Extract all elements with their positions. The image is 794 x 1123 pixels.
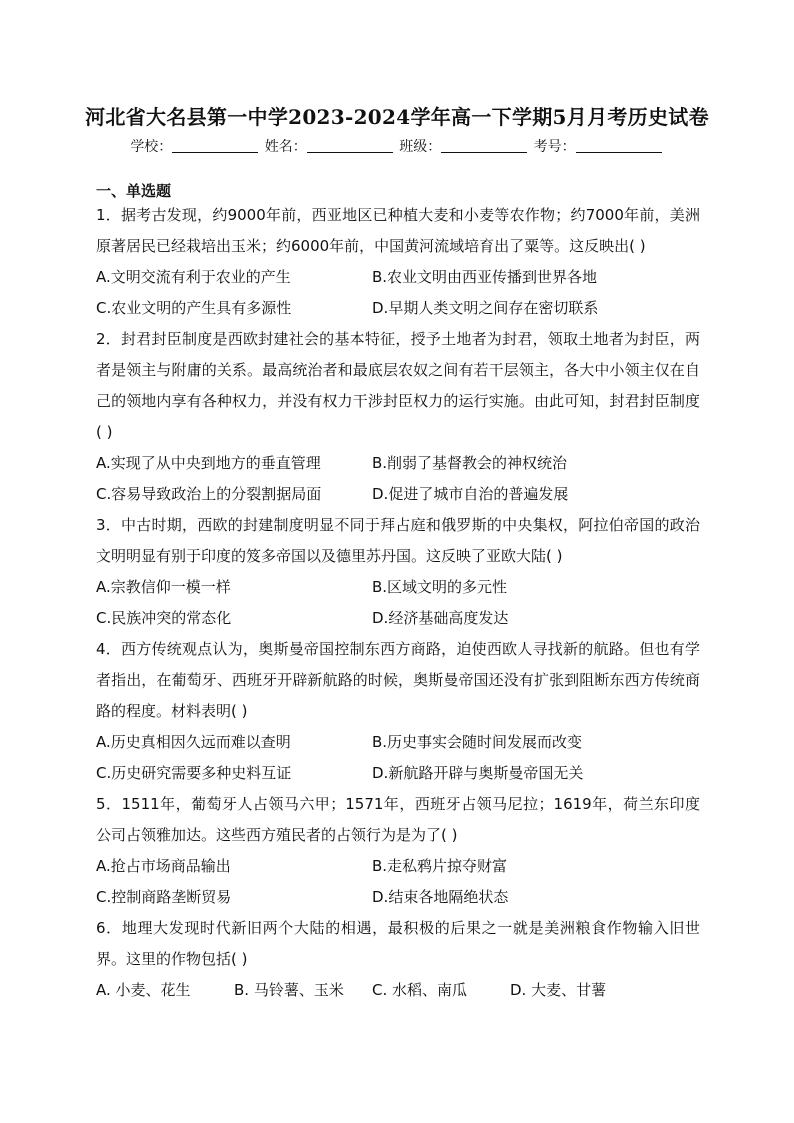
question-stem: 4．西方传统观点认为，奥斯曼帝国控制东西方商路，迫使西欧人寻找新的航路。但也有学者指出，在葡萄牙、西班牙开辟新航路的时候，奥斯曼帝国还没有扩张到阻断东西方传统商路的程度。材料表明( ) bbox=[96, 640, 700, 720]
question-5 bbox=[96, 789, 700, 913]
option-d: D.经济基础高度发达 bbox=[372, 609, 509, 627]
option-a: A.宗教信仰一模一样 bbox=[96, 578, 231, 596]
option-b: B.区域文明的多元性 bbox=[372, 578, 508, 596]
exam-number-label: 考号： bbox=[533, 139, 576, 155]
option-c: C.控制商路垄断贸易 bbox=[96, 888, 232, 906]
question-2 bbox=[96, 324, 700, 510]
option-b: B.削弱了基督教会的神权统治 bbox=[372, 454, 568, 472]
class-label: 班级： bbox=[399, 139, 442, 155]
option-group bbox=[96, 572, 700, 634]
option-c: C.民族冲突的常态化 bbox=[96, 609, 232, 627]
option-c: C. 水稻、南瓜 bbox=[372, 981, 468, 999]
option-a: A. 小麦、花生 bbox=[96, 981, 191, 999]
class-blank[interactable] bbox=[441, 138, 527, 153]
question-list bbox=[96, 200, 700, 1006]
question-1 bbox=[96, 200, 700, 324]
section-heading: 一、单选题 bbox=[96, 182, 172, 200]
option-a: A.抢占市场商品输出 bbox=[96, 857, 231, 875]
option-group bbox=[96, 448, 700, 510]
option-a: A.实现了从中央到地方的垂直管理 bbox=[96, 454, 321, 472]
option-c: C.历史研究需要多种史料互证 bbox=[96, 764, 292, 782]
option-d: D.新航路开辟与奥斯曼帝国无关 bbox=[372, 764, 584, 782]
question-6 bbox=[96, 913, 700, 1006]
name-blank[interactable] bbox=[307, 138, 393, 153]
student-info-line bbox=[0, 136, 794, 156]
option-d: D. 大麦、甘薯 bbox=[510, 981, 607, 999]
option-a: A.文明交流有利于农业的产生 bbox=[96, 268, 291, 286]
question-4 bbox=[96, 634, 700, 789]
option-d: D.早期人类文明之间存在密切联系 bbox=[372, 299, 599, 317]
page-title: 河北省大名县第一中学2023-2024学年高一下学期5月月考历史试卷 bbox=[85, 105, 709, 129]
option-b: B.历史事实会随时间发展而改变 bbox=[372, 733, 583, 751]
question-stem: 2．封君封臣制度是西欧封建社会的基本特征，授予土地者为封君，领取土地者为封臣，两者是领主与附庸的关系。最高统治者和最底层农奴之间有若干层领主，各大中小领主仅在自己的领地内享有各种权力，并没有权力干涉封臣权力的运行实施。由此可知，封君封臣制度( ) bbox=[96, 330, 700, 441]
question-stem: 1．据考古发现，约9000年前，西亚地区已种植大麦和小麦等农作物；约7000年前，美洲原著居民已经栽培出玉米；约6000年前，中国黄河流域培育出了粟等。这反映出( ) bbox=[96, 206, 700, 255]
name-label: 姓名： bbox=[264, 139, 307, 155]
option-group bbox=[96, 727, 700, 789]
school-blank[interactable] bbox=[172, 138, 258, 153]
option-group bbox=[96, 851, 700, 913]
option-b: B.农业文明由西亚传播到世界各地 bbox=[372, 268, 598, 286]
school-label: 学校： bbox=[130, 139, 173, 155]
option-d: D.促进了城市自治的普遍发展 bbox=[372, 485, 569, 503]
option-b: B. 马铃薯、玉米 bbox=[234, 981, 344, 999]
option-b: B.走私鸦片掠夺财富 bbox=[372, 857, 508, 875]
option-d: D.结束各地隔绝状态 bbox=[372, 888, 509, 906]
question-stem: 3．中古时期，西欧的封建制度明显不同于拜占庭和俄罗斯的中央集权，阿拉伯帝国的政治文明明显有别于印度的笈多帝国以及德里苏丹国。这反映了亚欧大陆( ) bbox=[96, 516, 700, 565]
option-a: A.历史真相因久远而难以查明 bbox=[96, 733, 291, 751]
option-c: C.容易导致政治上的分裂割据局面 bbox=[96, 485, 322, 503]
question-stem: 6．地理大发现时代新旧两个大陆的相遇，最积极的后果之一就是美洲粮食作物输入旧世界。这里的作物包括( ) bbox=[96, 919, 700, 968]
question-stem: 5．1511年，葡萄牙人占领马六甲；1571年，西班牙占领马尼拉；1619年，荷兰东印度公司占领雅加达。这些西方殖民者的占领行为是为了( ) bbox=[96, 795, 700, 844]
option-c: C.农业文明的产生具有多源性 bbox=[96, 299, 292, 317]
option-group bbox=[96, 975, 700, 1006]
question-3 bbox=[96, 510, 700, 634]
exam-number-blank[interactable] bbox=[576, 138, 662, 153]
option-group bbox=[96, 262, 700, 324]
